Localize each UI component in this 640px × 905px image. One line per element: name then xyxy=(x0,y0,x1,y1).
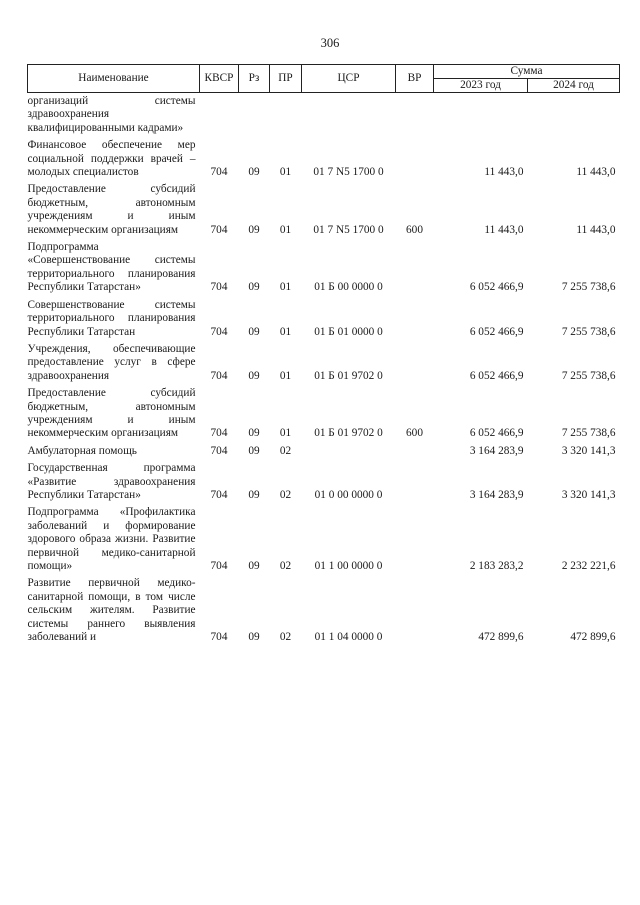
row-name: Амбулаторная помощь xyxy=(27,444,137,457)
row-kvsr: 704 xyxy=(210,631,228,644)
row-vr xyxy=(396,93,434,140)
row-rz: 09 xyxy=(248,444,260,457)
table-row xyxy=(28,462,620,506)
row-amount-2024: 472 899,6 xyxy=(570,631,616,644)
table-row xyxy=(28,93,620,140)
row-pr: 01 xyxy=(279,166,292,179)
row-amount-2024: 7 255 738,6 xyxy=(561,369,616,382)
row-rz: 09 xyxy=(248,325,260,338)
row-name: Подпрограмма «Совершенствование системы территориального планирования Республики Татарстан» xyxy=(27,241,196,294)
table-row xyxy=(28,387,620,445)
row-amount-2023: 6 052 466,9 xyxy=(469,369,524,382)
row-vr xyxy=(396,445,434,462)
row-amount-2024: 11 443,0 xyxy=(576,223,616,236)
header-year-2024: 2024 год xyxy=(528,79,620,93)
row-pr: 01 xyxy=(279,281,292,294)
row-kvsr: 704 xyxy=(210,325,228,338)
row-name: Предоставление субсидий бюджетным, автономным учреждениям и иным некоммерческим организациям xyxy=(27,387,196,440)
row-kvsr xyxy=(200,93,239,140)
row-amount-2024: 7 255 738,6 xyxy=(561,281,616,294)
row-amount-2024: 2 232 221,6 xyxy=(561,560,616,572)
row-name: Учреждения, обеспечивающие предоставление услуг в сфере здравоохранения xyxy=(27,342,196,382)
row-vr xyxy=(396,506,434,577)
row-name: Совершенствование системы территориального планирования Республики Татарстан xyxy=(27,298,196,338)
header-year-2023: 2023 год xyxy=(434,79,528,93)
table-row xyxy=(28,139,620,183)
row-pr xyxy=(270,93,302,140)
row-name: организаций системы здравоохранения квалифицированными кадрами» xyxy=(27,95,196,134)
row-amount-2023 xyxy=(434,93,528,140)
row-vr: 600 xyxy=(406,223,423,236)
row-csr xyxy=(302,445,396,462)
row-kvsr: 704 xyxy=(210,444,228,457)
row-kvsr: 704 xyxy=(210,223,228,236)
row-amount-2024: 7 255 738,6 xyxy=(561,427,616,440)
row-amount-2023: 2 183 283,2 xyxy=(469,560,524,572)
row-amount-2023: 472 899,6 xyxy=(478,631,524,644)
row-pr: 01 xyxy=(279,223,292,236)
row-amount-2024 xyxy=(528,93,620,140)
table-row xyxy=(28,445,620,462)
row-rz: 09 xyxy=(248,223,260,236)
table-row xyxy=(28,299,620,343)
row-name: Финансовое обеспечение мер социальной поддержки врачей – молодых специалистов xyxy=(27,139,196,179)
table-header xyxy=(28,65,620,93)
row-amount-2023: 6 052 466,9 xyxy=(469,427,524,440)
row-pr: 01 xyxy=(279,325,292,338)
row-csr: 01 Б 01 9702 0 xyxy=(314,369,383,382)
row-kvsr: 704 xyxy=(210,560,228,572)
row-csr: 01 Б 01 0000 0 xyxy=(314,325,383,338)
row-amount-2024: 7 255 738,6 xyxy=(561,325,616,338)
table-row xyxy=(28,577,620,648)
row-amount-2023: 11 443,0 xyxy=(484,223,524,236)
row-rz: 09 xyxy=(248,166,260,179)
row-kvsr: 704 xyxy=(210,166,228,179)
row-csr: 01 1 04 0000 0 xyxy=(314,631,383,644)
row-csr: 01 0 00 0000 0 xyxy=(314,488,383,501)
row-amount-2024: 3 320 141,3 xyxy=(561,444,616,457)
row-pr: 02 xyxy=(279,444,292,457)
table-row xyxy=(28,183,620,241)
row-rz xyxy=(239,93,270,140)
row-rz: 09 xyxy=(248,631,260,644)
row-csr: 01 Б 00 0000 0 xyxy=(314,281,383,294)
header-rz: Рз xyxy=(239,65,270,93)
row-kvsr: 704 xyxy=(210,488,228,501)
row-pr: 02 xyxy=(279,488,292,501)
header-kvsr: КВСР xyxy=(200,65,239,93)
header-pr: ПР xyxy=(270,65,302,93)
row-rz: 09 xyxy=(248,488,260,501)
table-body xyxy=(28,93,620,649)
row-csr: 01 Б 01 9702 0 xyxy=(314,427,383,440)
row-vr xyxy=(396,577,434,648)
row-vr xyxy=(396,462,434,506)
header-csr: ЦСР xyxy=(302,65,396,93)
row-amount-2023: 3 164 283,9 xyxy=(469,488,524,501)
row-vr xyxy=(396,299,434,343)
row-rz: 09 xyxy=(248,369,260,382)
header-name: Наименование xyxy=(28,65,200,93)
header-vr: ВР xyxy=(396,65,434,93)
row-rz: 09 xyxy=(248,281,260,294)
row-csr: 01 7 N5 1700 0 xyxy=(313,166,384,179)
row-amount-2023: 11 443,0 xyxy=(484,166,524,179)
row-amount-2024: 3 320 141,3 xyxy=(561,488,616,501)
row-csr xyxy=(302,93,396,140)
header-sum: Сумма xyxy=(434,65,620,79)
row-rz: 09 xyxy=(248,427,260,440)
table-row xyxy=(28,343,620,387)
row-amount-2023: 3 164 283,9 xyxy=(469,444,524,457)
budget-table xyxy=(27,64,620,648)
row-amount-2023: 6 052 466,9 xyxy=(469,281,524,294)
row-rz: 09 xyxy=(248,560,260,572)
row-kvsr: 704 xyxy=(210,369,228,382)
page-number: 306 xyxy=(320,36,340,50)
table-row xyxy=(28,241,620,299)
row-vr xyxy=(396,343,434,387)
row-pr: 01 xyxy=(279,427,292,440)
row-name: Государственная программа «Развитие здравоохранения Республики Татарстан» xyxy=(27,462,196,501)
row-csr: 01 7 N5 1700 0 xyxy=(313,223,384,236)
row-name: Подпрограмма «Профилактика заболеваний и формирование здорового образа жизни. Развитие первичной медико-санитарной помощи» xyxy=(27,506,196,572)
row-amount-2024: 11 443,0 xyxy=(576,166,616,179)
row-amount-2023: 6 052 466,9 xyxy=(469,325,524,338)
row-pr: 02 xyxy=(279,631,292,644)
row-kvsr: 704 xyxy=(210,427,228,440)
table-row xyxy=(28,506,620,577)
row-vr xyxy=(396,139,434,183)
row-csr: 01 1 00 0000 0 xyxy=(314,560,383,572)
row-name: Развитие первичной медико-санитарной помощи, в том числе сельским жителям. Развитие системы раннего выявления заболеваний и xyxy=(27,577,196,644)
row-pr: 02 xyxy=(279,560,292,572)
row-kvsr: 704 xyxy=(210,281,228,294)
row-name: Предоставление субсидий бюджетным, автономным учреждениям и иным некоммерческим организациям xyxy=(27,183,196,236)
row-pr: 01 xyxy=(279,369,292,382)
row-vr xyxy=(396,241,434,299)
row-vr: 600 xyxy=(406,427,423,440)
